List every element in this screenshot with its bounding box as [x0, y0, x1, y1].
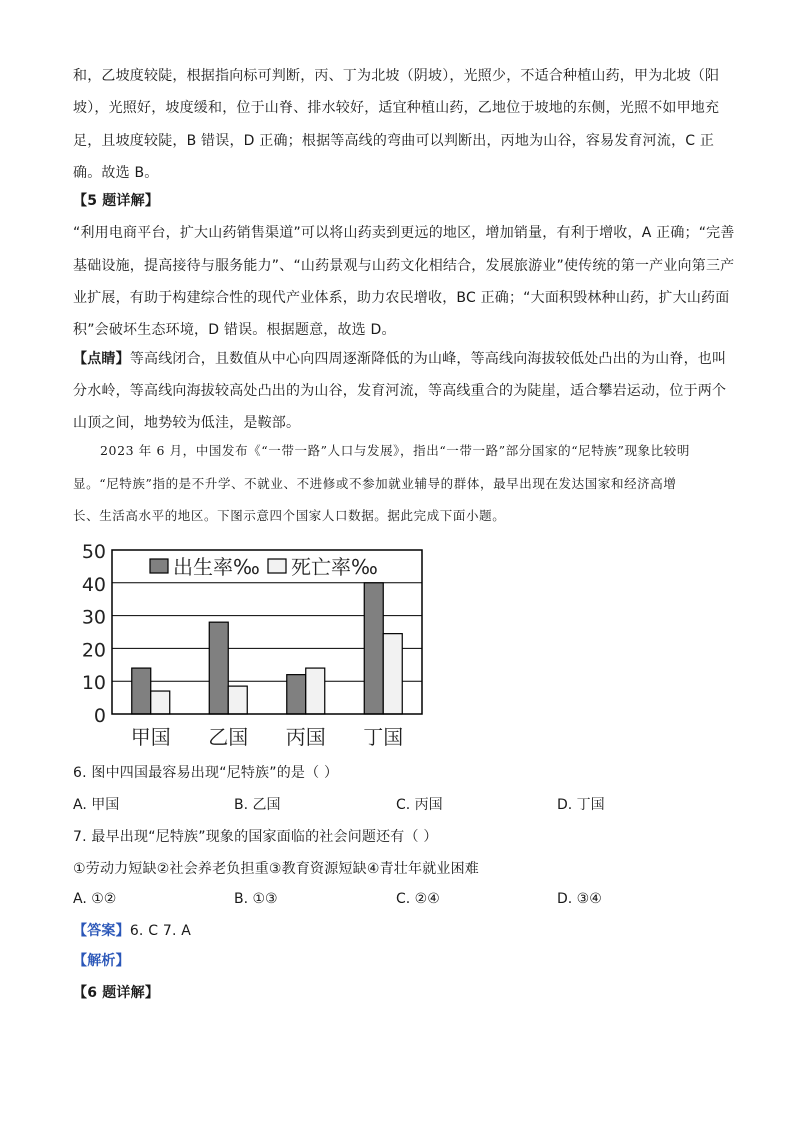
q7-option-d: D. ③④	[557, 891, 602, 907]
y-tick-label: 50	[81, 541, 106, 563]
x-tick-label: 丙国	[285, 725, 326, 749]
y-tick-label: 20	[81, 639, 106, 662]
q7-option-b: B. ①③	[234, 891, 278, 907]
paragraph-line: 确。故选 B。	[73, 165, 159, 181]
q7-items: ①劳动力短缺②社会养老负担重③教育资源短缺④青壮年就业困难	[73, 861, 480, 877]
x-tick-label: 丁国	[363, 725, 404, 749]
legend-label: 死亡率‰	[291, 555, 378, 579]
bar	[383, 634, 402, 714]
tip-line	[73, 349, 726, 369]
paragraph-line: 和，乙坡度较陡，根据指向标可判断，丙、丁为北坡（阴坡），光照少，不适合种植山药，甲为北坡（阳	[73, 68, 720, 84]
paragraph-line: “利用电商平台，扩大山药销售渠道”可以将山药卖到更远的地区，增加销量，有利于增收，A 正确；“完善	[73, 225, 735, 241]
q6-heading: 【6 题详解】	[73, 985, 160, 1001]
bar	[364, 583, 383, 714]
q7-stem: 7. 最早出现“尼特族”现象的国家面临的社会问题还有（ ）	[73, 829, 438, 845]
y-tick-label: 0	[93, 705, 106, 727]
tip-line: 分水岭，等高线向海拔较高处凸出的为山谷，发育河流，等高线重合的为陡崖，适合攀岩运动，位于两个	[73, 383, 727, 399]
y-tick-label: 30	[81, 606, 106, 629]
tip-line: 山顶之间，地势较为低洼，是鞍部。	[73, 415, 301, 431]
legend-swatch	[150, 559, 168, 573]
material-line: 长、生活高水平的地区。下图示意四个国家人口数据。据此完成下面小题。	[73, 508, 506, 523]
answer-label: 【答案】	[73, 923, 130, 939]
q6-option-c: C. 丙国	[396, 797, 443, 813]
material-line: 显。“尼特族”指的是不升学、不就业、不进修或不参加就业辅导的群体，最早出现在发达国家和经济高增	[73, 476, 677, 491]
paragraph-line: 坡），光照好，坡度缓和，位于山脊、排水较好，适宜种植山药，乙地位于坡地的东侧，光照不如甲地充	[73, 100, 720, 116]
q6-option-a: A. 甲国	[73, 797, 120, 813]
q6-stem: 6. 图中四国最容易出现“尼特族”的是（ ）	[73, 765, 339, 781]
x-tick-label: 甲国	[130, 725, 171, 749]
population-bar-chart	[80, 540, 440, 752]
tip-label: 【点睛】	[73, 351, 130, 367]
q5-heading: 【5 题详解】	[73, 193, 160, 209]
q6-option-b: B. 乙国	[234, 797, 281, 813]
q7-option-a: A. ①②	[73, 891, 117, 907]
legend-label: 出生率‰	[173, 555, 260, 579]
bar	[228, 686, 247, 714]
bar	[209, 622, 228, 714]
bar	[132, 668, 151, 714]
answer-line	[73, 921, 191, 941]
paragraph-line: 积”会破坏生态环境，D 错误。根据题意，故选 D。	[73, 322, 396, 338]
x-tick-label: 乙国	[208, 725, 249, 749]
material-line: 2023 年 6 月，中国发布《“一带一路”人口与发展》，指出“一带一路”部分国家的“尼特族”现象比较明	[100, 443, 690, 458]
legend-swatch	[268, 559, 286, 573]
tip-text: 等高线闭合，且数值从中心向四周逐渐降低的为山峰，等高线向海拔较低处凸出的为山脊，也叫	[129, 351, 727, 367]
paragraph-line: 基础设施，提高接待与服务能力”、“山药景观与山药文化相结合，发展旅游业”使传统的第一产业向第三产	[73, 258, 735, 274]
answer-text: 6. C 7. A	[129, 923, 192, 939]
paragraph-line: 业扩展，有助于构建综合性的现代产业体系，助力农民增收，BC 正确；“大面积毁林种山药，扩大山药面	[73, 290, 730, 306]
bar	[306, 668, 325, 714]
q6-option-d: D. 丁国	[557, 797, 605, 813]
paragraph-line: 足，且坡度较陡，B 错误，D 正确；根据等高线的弯曲可以判断出，丙地为山谷，容易发育河流，C 正	[73, 133, 715, 149]
q7-option-c: C. ②④	[396, 891, 440, 907]
y-tick-label: 40	[81, 573, 106, 596]
y-tick-label: 10	[81, 672, 106, 695]
bar	[287, 675, 306, 714]
bar	[151, 691, 170, 714]
analysis-label: 【解析】	[73, 953, 130, 969]
